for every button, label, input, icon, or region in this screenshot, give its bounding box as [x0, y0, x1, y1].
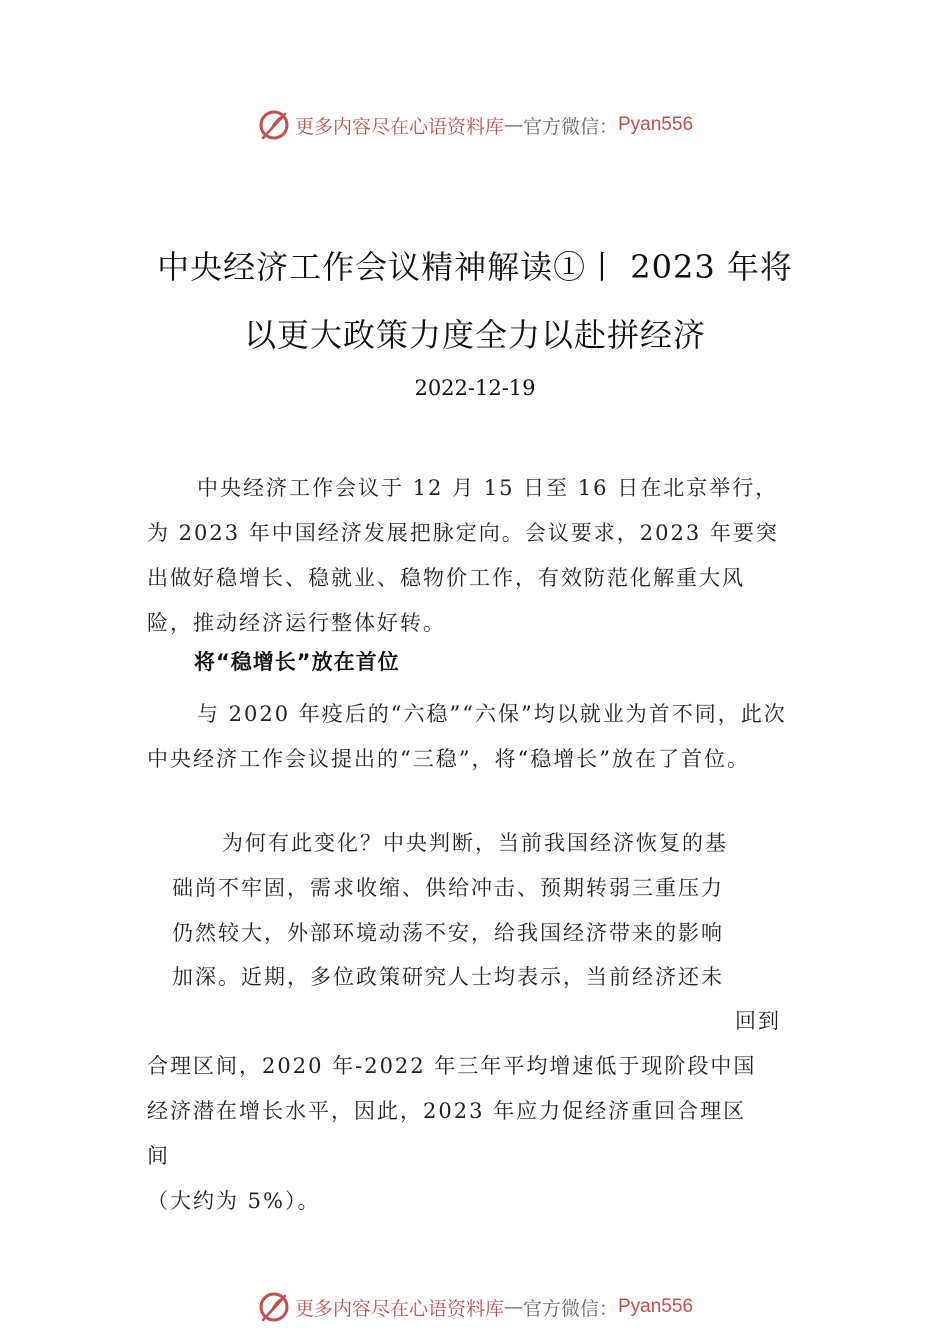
watermark-wechat-id: Pyan556 — [618, 1296, 694, 1317]
quill-logo-icon — [257, 1290, 291, 1324]
article-title-line1: 中央经济工作会议精神解读①丨 2023 年将 — [157, 248, 793, 286]
paragraph-line: （大约为 5%）。 — [147, 1189, 321, 1213]
watermark-dash: — — [503, 1296, 523, 1318]
paragraph-line: 仍然较大，外部环境动荡不安，给我国经济带来的影响 — [172, 921, 724, 945]
paragraph-line: 间 — [147, 1144, 170, 1168]
paragraph-line: 合理区间，2020 年-2022 年三年平均增速低于现阶段中国 — [147, 1054, 757, 1078]
article-date: 2022-12-19 — [414, 376, 536, 400]
paragraph-intro: 中央经济工作会议于 12 月 15 日至 16 日在北京举行，为 2023 年中国经济发展把脉定向。会议要求，2023 年要突出做好稳增长、稳就业、稳物价工作，有效防范化解重大风险，推动经济运行整体好转。 — [147, 476, 779, 635]
paragraph-line: 础尚不牢固，需求收缩、供给冲击、预期转弱三重压力 — [172, 876, 724, 900]
article-title-line2: 以更大政策力度全力以赴拼经济 — [243, 316, 706, 354]
watermark-brand: 更多内容尽在心语资料库 — [294, 115, 504, 138]
paragraph-line: 为何有此变化？中央判断，当前我国经济恢复的基 — [222, 831, 728, 855]
watermark-top — [0, 108, 950, 147]
section-heading: 将“稳增长”放在首位 — [194, 650, 400, 674]
watermark-wechat-id: Pyan556 — [618, 114, 694, 135]
watermark-brand: 更多内容尽在心语资料库 — [294, 1297, 504, 1320]
watermark-wechat-label: 官方微信： — [522, 1297, 618, 1320]
watermark-bottom — [0, 1290, 950, 1329]
paragraph-line: 回到 — [735, 1009, 781, 1033]
paragraph-line: 经济潜在增长水平，因此，2023 年应力促经济重回合理区 — [147, 1099, 747, 1123]
watermark-wechat-label: 官方微信： — [522, 115, 618, 138]
quill-logo-icon — [257, 108, 291, 142]
paragraph-line: 加深。近期，多位政策研究人士均表示，当前经济还未 — [172, 965, 724, 989]
paragraph-comparison: 与 2020 年疫后的“六稳”“六保”均以就业为首不同，此次中央经济工作会议提出的“三稳”，将“稳增长”放在了首位。 — [147, 702, 787, 771]
watermark-dash: — — [503, 114, 523, 136]
